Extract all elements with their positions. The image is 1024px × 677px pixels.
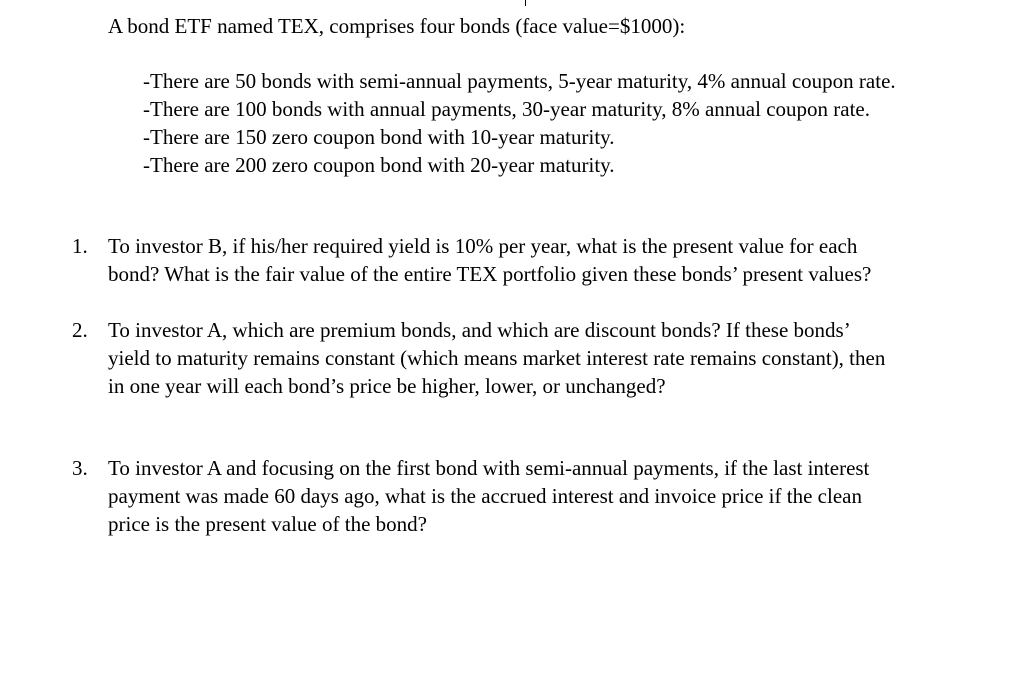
bond-item-1: -There are 50 bonds with semi-annual payments, 5-year maturity, 4% annual coupon rate. (143, 69, 896, 93)
intro-paragraph: A bond ETF named TEX, comprises four bonds (face value=$1000): (108, 14, 686, 38)
question-text (108, 232, 1012, 288)
question-line: bond? What is the fair value of the entire TEX portfolio given these bonds’ present values? (108, 262, 872, 286)
question-1 (72, 232, 1012, 288)
bond-list (143, 67, 896, 179)
question-2 (72, 316, 1012, 400)
question-line: To investor A, which are premium bonds, and which are discount bonds? If these bonds’ (108, 318, 851, 342)
bond-item-3: -There are 150 zero coupon bond with 10-year maturity. (143, 125, 615, 149)
question-line: yield to maturity remains constant (which means market interest rate remains constant), then (108, 346, 886, 370)
question-line: To investor B, if his/her required yield is 10% per year, what is the present value for each (108, 234, 858, 258)
bond-item-2: -There are 100 bonds with annual payments, 30-year maturity, 8% annual coupon rate. (143, 97, 870, 121)
question-number: 3. (72, 456, 88, 480)
question-line: payment was made 60 days ago, what is the accrued interest and invoice price if the clean (108, 484, 862, 508)
question-3 (72, 454, 1012, 538)
bond-item-4: -There are 200 zero coupon bond with 20-year maturity. (143, 153, 615, 177)
question-number: 2. (72, 318, 88, 342)
question-text (108, 454, 1012, 538)
text-cursor (525, 0, 526, 6)
question-text (108, 316, 1012, 400)
question-number: 1. (72, 234, 88, 258)
question-line: To investor A and focusing on the first bond with semi-annual payments, if the last interest (108, 456, 870, 480)
question-line: in one year will each bond’s price be higher, lower, or unchanged? (108, 374, 666, 398)
question-line: price is the present value of the bond? (108, 512, 427, 536)
